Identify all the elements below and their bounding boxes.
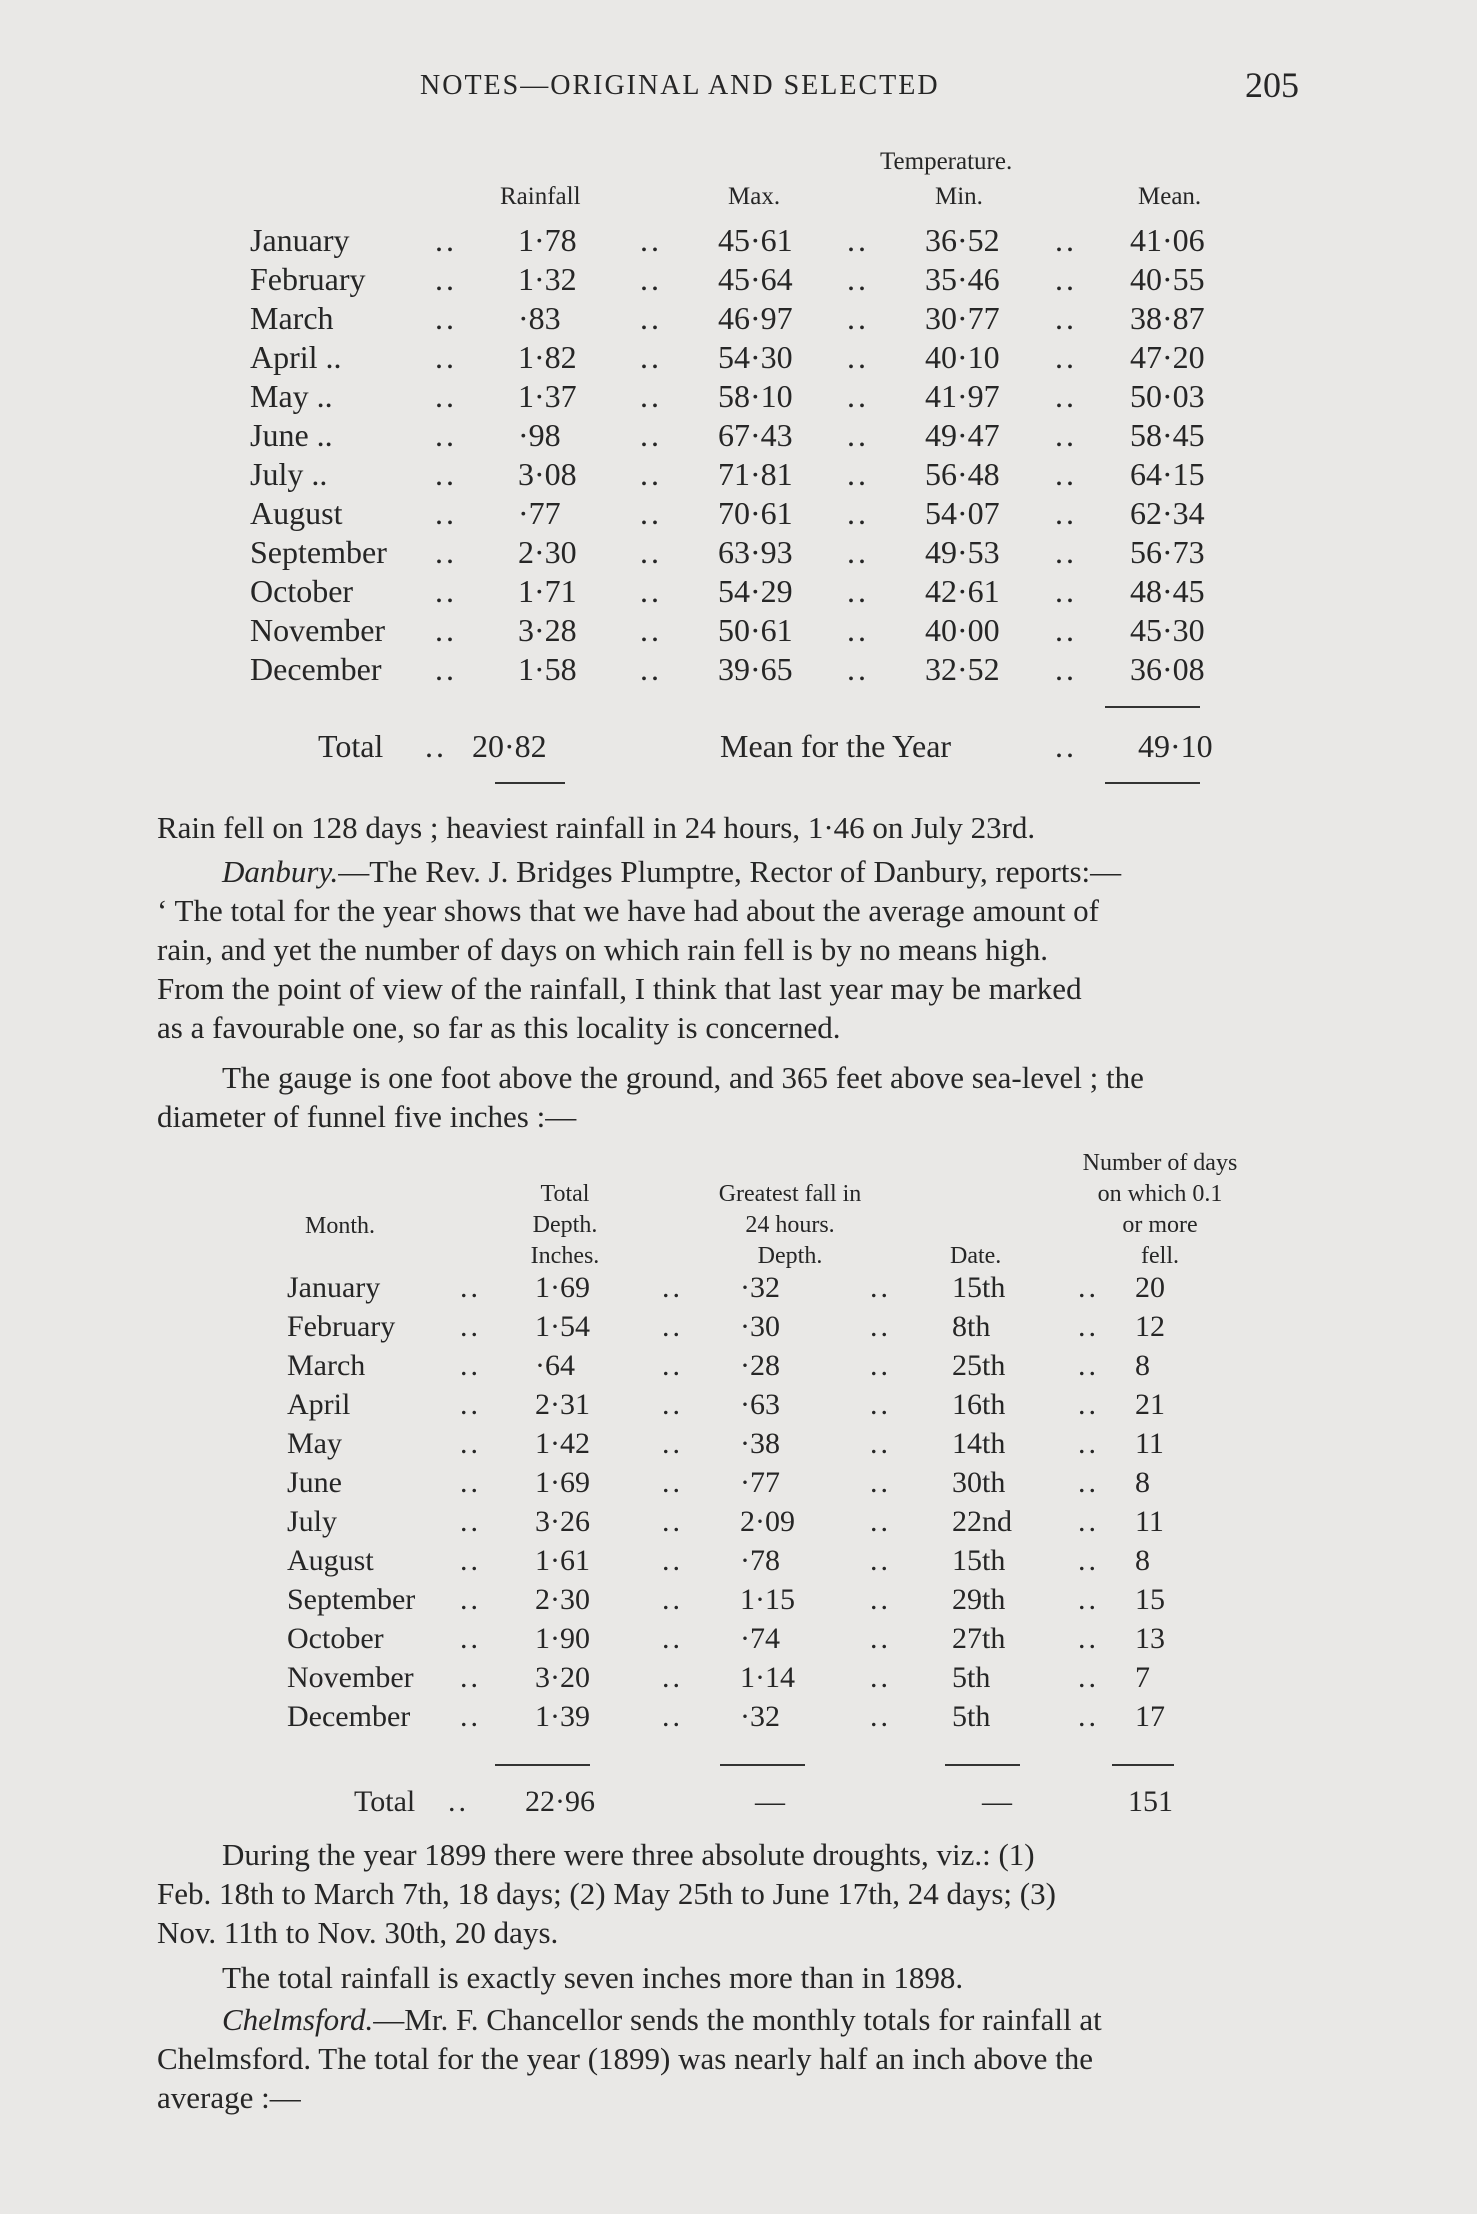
month-cell: September xyxy=(250,534,387,570)
danbury-text-line: From the point of view of the rainfall, I think that last year may be marked xyxy=(157,971,1082,1006)
max-temp-cell: 39·65 xyxy=(718,651,793,687)
dot-leader: .. xyxy=(1078,1661,1099,1694)
rainfall-cell: ·77 xyxy=(518,495,561,531)
dot-leader: .. xyxy=(460,1622,481,1655)
chelmsford-text-line: average :— xyxy=(157,2080,301,2115)
dot-leader: .. xyxy=(870,1544,891,1577)
rainfall-cell: 2·30 xyxy=(518,534,577,570)
dot-leader: .. xyxy=(1055,222,1077,258)
total-depth-value: 22·96 xyxy=(525,1785,595,1818)
dot-leader: .. xyxy=(1055,339,1077,375)
dot-leader: .. xyxy=(1078,1271,1099,1304)
rainfall-cell: 1·58 xyxy=(518,651,577,687)
dot-leader: .. xyxy=(870,1583,891,1616)
mean-column-header: Mean. xyxy=(1138,183,1202,210)
droughts-text-line: Feb. 18th to March 7th, 18 days; (2) May 25th to June 17th, 24 days; (3) xyxy=(157,1876,1056,1911)
date-cell: 27th xyxy=(952,1622,1006,1655)
mean-temp-cell: 64·15 xyxy=(1130,456,1205,492)
dot-leader: .. xyxy=(640,534,662,570)
dot-leader: .. xyxy=(640,612,662,648)
dot-leader: .. xyxy=(460,1349,481,1382)
rainfall-cell: 1·37 xyxy=(518,378,577,414)
total-depth-cell: 1·69 xyxy=(535,1271,590,1304)
dot-leader: .. xyxy=(870,1505,891,1538)
max-temp-cell: 58·10 xyxy=(718,378,793,414)
greatest-fall-cell: ·30 xyxy=(740,1310,780,1343)
dot-leader: .. xyxy=(1055,417,1077,453)
min-temp-cell: 40·10 xyxy=(925,339,1000,375)
chelmsford-text-line: Chelmsford. The total for the year (1899) was nearly half an inch above the xyxy=(157,2041,1093,2076)
droughts-text-line: Nov. 11th to Nov. 30th, 20 days. xyxy=(157,1915,559,1950)
dot-leader: .. xyxy=(1055,651,1077,687)
total-depth-cell: 3·26 xyxy=(535,1505,590,1538)
days-count-cell: 8 xyxy=(1135,1349,1150,1382)
dot-leader: .. xyxy=(425,728,447,764)
date-cell: 29th xyxy=(952,1583,1006,1616)
mean-temp-cell: 47·20 xyxy=(1130,339,1205,375)
dot-leader: .. xyxy=(662,1700,683,1733)
dot-leader: .. xyxy=(460,1271,481,1304)
month-cell: April .. xyxy=(250,339,342,375)
month-cell: December xyxy=(287,1700,411,1733)
dot-leader: .. xyxy=(662,1349,683,1382)
dot-leader: .. xyxy=(1078,1544,1099,1577)
dot-leader: .. xyxy=(870,1700,891,1733)
dot-leader: .. xyxy=(1078,1505,1099,1538)
header-line: 24 hours. xyxy=(745,1212,835,1238)
header-line: Number of days xyxy=(1082,1150,1238,1176)
dot-leader: .. xyxy=(870,1661,891,1694)
days-count-cell: 12 xyxy=(1135,1310,1165,1343)
dot-leader: .. xyxy=(460,1700,481,1733)
dot-leader: .. xyxy=(662,1544,683,1577)
dot-leader: .. xyxy=(460,1427,481,1460)
month-cell: January xyxy=(287,1271,381,1304)
dot-leader: .. xyxy=(847,339,869,375)
dot-leader: .. xyxy=(870,1271,891,1304)
month-cell: October xyxy=(287,1622,384,1655)
rainfall-cell: 1·32 xyxy=(518,261,577,297)
month-cell: July xyxy=(287,1505,338,1538)
total-depth-cell: ·64 xyxy=(535,1349,575,1382)
greatest-fall-column-header xyxy=(690,1179,890,1272)
dot-leader: .. xyxy=(847,222,869,258)
greatest-fall-cell: 2·09 xyxy=(740,1505,795,1538)
header-line: or more xyxy=(1122,1212,1198,1238)
dot-leader: .. xyxy=(870,1622,891,1655)
sum-rule xyxy=(1112,1764,1174,1766)
temperature-group-header: Temperature. xyxy=(880,148,1013,175)
min-temp-cell: 32·52 xyxy=(925,651,1000,687)
dot-leader: .. xyxy=(640,495,662,531)
header-line: Depth. xyxy=(532,1212,598,1238)
mean-temp-cell: 58·45 xyxy=(1130,417,1205,453)
dot-leader: .. xyxy=(1078,1622,1099,1655)
greatest-fall-cell: ·28 xyxy=(740,1349,780,1382)
dot-leader: .. xyxy=(460,1388,481,1421)
intro-text: —The Rev. J. Bridges Plumptre, Rector of Danbury, reports:— xyxy=(338,854,1122,889)
total-label: Total xyxy=(354,1785,416,1818)
sum-rule xyxy=(1105,706,1200,708)
gauge-text-line: diameter of funnel five inches :— xyxy=(157,1099,577,1134)
total-depth-cell: 1·90 xyxy=(535,1622,590,1655)
sum-rule xyxy=(495,782,565,784)
dot-leader: .. xyxy=(847,378,869,414)
month-cell: September xyxy=(287,1583,416,1616)
danbury-intro xyxy=(222,852,1121,891)
min-temp-cell: 30·77 xyxy=(925,300,1000,336)
month-cell: February xyxy=(287,1310,396,1343)
min-temp-cell: 40·00 xyxy=(925,612,1000,648)
month-cell: December xyxy=(250,651,382,687)
rainfall-column-header: Rainfall xyxy=(500,183,581,210)
dot-leader: .. xyxy=(1055,612,1077,648)
dot-leader: .. xyxy=(1055,495,1077,531)
dot-leader: .. xyxy=(870,1427,891,1460)
dot-leader: .. xyxy=(460,1505,481,1538)
dot-leader: .. xyxy=(640,222,662,258)
month-cell: May xyxy=(287,1427,342,1460)
total-depth-cell: 2·31 xyxy=(535,1388,590,1421)
dot-leader: .. xyxy=(1055,456,1077,492)
dot-leader: .. xyxy=(435,456,457,492)
dot-leader: .. xyxy=(1078,1700,1099,1733)
dot-leader: .. xyxy=(1078,1388,1099,1421)
header-line: fell. xyxy=(1141,1243,1179,1269)
month-cell: July .. xyxy=(250,456,328,492)
dot-leader: .. xyxy=(435,417,457,453)
mean-temp-cell: 41·06 xyxy=(1130,222,1205,258)
date-cell: 8th xyxy=(952,1310,991,1343)
date-cell: 16th xyxy=(952,1388,1006,1421)
greatest-fall-cell: ·32 xyxy=(740,1700,780,1733)
dot-leader: .. xyxy=(662,1310,683,1343)
dot-leader: .. xyxy=(640,339,662,375)
days-count-cell: 17 xyxy=(1135,1700,1165,1733)
dot-leader: .. xyxy=(870,1349,891,1382)
dot-leader: .. xyxy=(640,651,662,687)
month-cell: February xyxy=(250,261,366,297)
header-line: on which 0.1 xyxy=(1097,1181,1223,1207)
date-cell: 15th xyxy=(952,1271,1006,1304)
max-temp-cell: 54·29 xyxy=(718,573,793,609)
total-depth-cell: 3·20 xyxy=(535,1661,590,1694)
mean-for-year-value: 49·10 xyxy=(1138,728,1213,764)
days-count-cell: 13 xyxy=(1135,1622,1165,1655)
rainfall-cell: 1·82 xyxy=(518,339,577,375)
sum-rule xyxy=(945,1764,1020,1766)
dot-leader: .. xyxy=(847,300,869,336)
min-temp-cell: 41·97 xyxy=(925,378,1000,414)
total-depth-cell: 1·39 xyxy=(535,1700,590,1733)
danbury-text-line: as a favourable one, so far as this locality is concerned. xyxy=(157,1010,841,1045)
dot-leader: .. xyxy=(435,495,457,531)
mean-temp-cell: 56·73 xyxy=(1130,534,1205,570)
dot-leader: .. xyxy=(847,651,869,687)
month-cell: June xyxy=(287,1466,342,1499)
total-greatest-value: — xyxy=(755,1785,785,1818)
dot-leader: .. xyxy=(662,1427,683,1460)
dot-leader: .. xyxy=(1055,261,1077,297)
total-label: Total xyxy=(318,728,384,764)
date-cell: 5th xyxy=(952,1700,991,1733)
total-depth-cell: 1·42 xyxy=(535,1427,590,1460)
mean-temp-cell: 36·08 xyxy=(1130,651,1205,687)
dot-leader: .. xyxy=(435,534,457,570)
min-column-header: Min. xyxy=(935,183,983,210)
total-days-value: 151 xyxy=(1128,1785,1173,1818)
dot-leader: .. xyxy=(847,417,869,453)
month-cell: August xyxy=(250,495,343,531)
header-line: Greatest fall in xyxy=(718,1181,862,1207)
greatest-fall-cell: ·77 xyxy=(740,1466,780,1499)
dot-leader: .. xyxy=(847,534,869,570)
mean-temp-cell: 45·30 xyxy=(1130,612,1205,648)
greatest-fall-cell: 1·14 xyxy=(740,1661,795,1694)
month-cell: August xyxy=(287,1544,374,1577)
total-date-value: — xyxy=(982,1785,1012,1818)
date-cell: 5th xyxy=(952,1661,991,1694)
dot-leader: .. xyxy=(460,1310,481,1343)
gauge-text-line: The gauge is one foot above the ground, and 365 feet above sea-level ; the xyxy=(222,1060,1144,1095)
dot-leader: .. xyxy=(435,339,457,375)
date-cell: 30th xyxy=(952,1466,1006,1499)
dot-leader: .. xyxy=(460,1544,481,1577)
mean-temp-cell: 62·34 xyxy=(1130,495,1205,531)
place-name: Danbury. xyxy=(222,854,339,889)
running-header: NOTES—ORIGINAL AND SELECTED xyxy=(420,70,940,101)
month-cell: March xyxy=(250,300,334,336)
chelmsford-intro xyxy=(222,2000,1102,2039)
dot-leader: .. xyxy=(460,1583,481,1616)
total-depth-cell: 2·30 xyxy=(535,1583,590,1616)
danbury-text-line: ‘ The total for the year shows that we have had about the average amount of xyxy=(157,893,1100,928)
dot-leader: .. xyxy=(870,1310,891,1343)
dot-leader: .. xyxy=(1078,1349,1099,1382)
min-temp-cell: 42·61 xyxy=(925,573,1000,609)
rainfall-cell: 1·78 xyxy=(518,222,577,258)
max-temp-cell: 67·43 xyxy=(718,417,793,453)
date-cell: 15th xyxy=(952,1544,1006,1577)
header-line: Total xyxy=(540,1181,590,1207)
dot-leader: .. xyxy=(1055,728,1077,764)
dot-leader: .. xyxy=(435,300,457,336)
total-rainfall: 20·82 xyxy=(472,728,547,764)
page-number: 205 xyxy=(1245,65,1299,105)
greatest-fall-cell: ·63 xyxy=(740,1388,780,1421)
min-temp-cell: 49·47 xyxy=(925,417,1000,453)
dot-leader: .. xyxy=(1055,573,1077,609)
days-count-cell: 20 xyxy=(1135,1271,1165,1304)
intro-text: —Mr. F. Chancellor sends the monthly totals for rainfall at xyxy=(373,2002,1102,2037)
max-temp-cell: 63·93 xyxy=(718,534,793,570)
total-depth-cell: 1·61 xyxy=(535,1544,590,1577)
dot-leader: .. xyxy=(435,261,457,297)
mean-temp-cell: 50·03 xyxy=(1130,378,1205,414)
danbury-text-line: rain, and yet the number of days on which rain fell is by no means high. xyxy=(157,932,1049,967)
dot-leader: .. xyxy=(847,261,869,297)
max-temp-cell: 70·61 xyxy=(718,495,793,531)
greatest-fall-cell: ·38 xyxy=(740,1427,780,1460)
sum-rule xyxy=(720,1764,805,1766)
dot-leader: .. xyxy=(662,1661,683,1694)
total-depth-column-header xyxy=(515,1179,615,1272)
dot-leader: .. xyxy=(435,612,457,648)
dot-leader: .. xyxy=(435,378,457,414)
max-temp-cell: 45·61 xyxy=(718,222,793,258)
dot-leader: .. xyxy=(1055,534,1077,570)
dot-leader: .. xyxy=(640,417,662,453)
total-rainfall-sentence: The total rainfall is exactly seven inches more than in 1898. xyxy=(222,1960,964,1995)
min-temp-cell: 56·48 xyxy=(925,456,1000,492)
days-count-cell: 21 xyxy=(1135,1388,1165,1421)
date-column-header: Date. xyxy=(950,1243,1002,1269)
dot-leader: .. xyxy=(662,1466,683,1499)
dot-leader: .. xyxy=(460,1466,481,1499)
max-temp-cell: 71·81 xyxy=(718,456,793,492)
month-column-header: Month. xyxy=(305,1213,376,1239)
dot-leader: .. xyxy=(640,261,662,297)
place-name: Chelmsford. xyxy=(222,2002,374,2037)
month-cell: November xyxy=(250,612,386,648)
sum-rule xyxy=(495,1764,590,1766)
month-cell: October xyxy=(250,573,354,609)
dot-leader: .. xyxy=(870,1466,891,1499)
total-depth-cell: 1·54 xyxy=(535,1310,590,1343)
dot-leader: .. xyxy=(435,222,457,258)
dot-leader: .. xyxy=(847,495,869,531)
dot-leader: .. xyxy=(1055,378,1077,414)
days-column-header xyxy=(1050,1148,1270,1272)
date-cell: 25th xyxy=(952,1349,1006,1382)
dot-leader: .. xyxy=(460,1661,481,1694)
dot-leader: .. xyxy=(847,612,869,648)
dot-leader: .. xyxy=(662,1271,683,1304)
days-count-cell: 15 xyxy=(1135,1583,1165,1616)
mean-temp-cell: 48·45 xyxy=(1130,573,1205,609)
mean-temp-cell: 38·87 xyxy=(1130,300,1205,336)
days-count-cell: 8 xyxy=(1135,1544,1150,1577)
rain-days-paragraph: Rain fell on 128 days ; heaviest rainfall in 24 hours, 1·46 on July 23rd. xyxy=(157,810,1036,845)
days-count-cell: 7 xyxy=(1135,1661,1150,1694)
dot-leader: .. xyxy=(1078,1583,1099,1616)
dot-leader: .. xyxy=(640,456,662,492)
dot-leader: .. xyxy=(640,300,662,336)
dot-leader: .. xyxy=(1078,1427,1099,1460)
min-temp-cell: 35·46 xyxy=(925,261,1000,297)
max-temp-cell: 45·64 xyxy=(718,261,793,297)
month-cell: January xyxy=(250,222,350,258)
days-count-cell: 8 xyxy=(1135,1466,1150,1499)
month-cell: March xyxy=(287,1349,366,1382)
max-temp-cell: 54·30 xyxy=(718,339,793,375)
mean-temp-cell: 40·55 xyxy=(1130,261,1205,297)
dot-leader: .. xyxy=(640,573,662,609)
max-temp-cell: 50·61 xyxy=(718,612,793,648)
dot-leader: .. xyxy=(662,1505,683,1538)
header-line: Depth. xyxy=(757,1243,823,1269)
min-temp-cell: 36·52 xyxy=(925,222,1000,258)
dot-leader: .. xyxy=(847,456,869,492)
dot-leader: .. xyxy=(662,1583,683,1616)
min-temp-cell: 54·07 xyxy=(925,495,1000,531)
rainfall-cell: ·98 xyxy=(518,417,561,453)
rainfall-cell: ·83 xyxy=(518,300,561,336)
dot-leader: .. xyxy=(1055,300,1077,336)
month-cell: May .. xyxy=(250,378,333,414)
rainfall-cell: 1·71 xyxy=(518,573,577,609)
date-cell: 22nd xyxy=(952,1505,1012,1538)
month-cell: November xyxy=(287,1661,414,1694)
greatest-fall-cell: ·78 xyxy=(740,1544,780,1577)
date-cell: 14th xyxy=(952,1427,1006,1460)
dot-leader: .. xyxy=(870,1388,891,1421)
max-column-header: Max. xyxy=(728,183,781,210)
days-count-cell: 11 xyxy=(1135,1505,1164,1538)
rainfall-cell: 3·28 xyxy=(518,612,577,648)
mean-for-year-label: Mean for the Year xyxy=(720,728,952,764)
dot-leader: .. xyxy=(662,1388,683,1421)
greatest-fall-cell: 1·15 xyxy=(740,1583,795,1616)
dot-leader: .. xyxy=(435,573,457,609)
month-cell: April xyxy=(287,1388,351,1421)
month-cell: June .. xyxy=(250,417,333,453)
dot-leader: .. xyxy=(448,1785,469,1818)
dot-leader: .. xyxy=(1078,1310,1099,1343)
dot-leader: .. xyxy=(1078,1466,1099,1499)
dot-leader: .. xyxy=(847,573,869,609)
min-temp-cell: 49·53 xyxy=(925,534,1000,570)
header-line: Inches. xyxy=(530,1243,600,1269)
droughts-text-line: During the year 1899 there were three absolute droughts, viz.: (1) xyxy=(222,1837,1035,1872)
dot-leader: .. xyxy=(662,1622,683,1655)
sum-rule xyxy=(1105,782,1200,784)
max-temp-cell: 46·97 xyxy=(718,300,793,336)
rainfall-cell: 3·08 xyxy=(518,456,577,492)
greatest-fall-cell: ·74 xyxy=(740,1622,780,1655)
dot-leader: .. xyxy=(640,378,662,414)
greatest-fall-cell: ·32 xyxy=(740,1271,780,1304)
days-count-cell: 11 xyxy=(1135,1427,1164,1460)
total-depth-cell: 1·69 xyxy=(535,1466,590,1499)
dot-leader: .. xyxy=(435,651,457,687)
